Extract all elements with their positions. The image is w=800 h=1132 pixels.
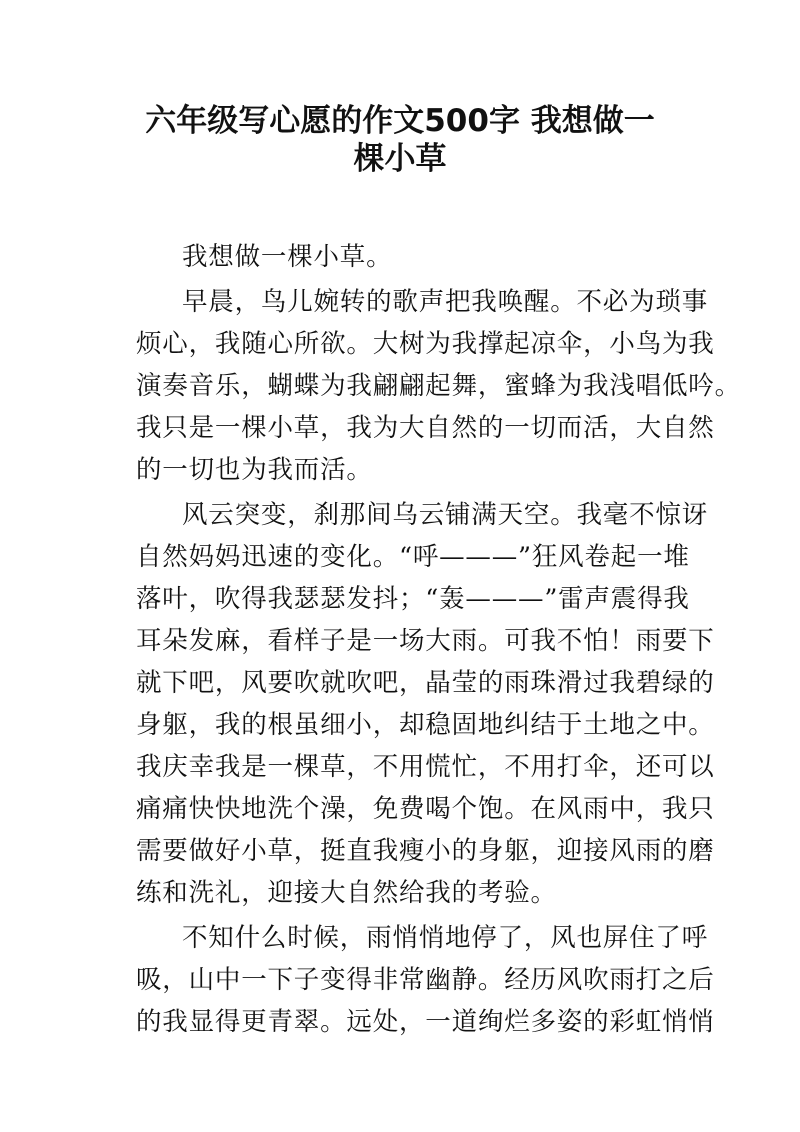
text-line: 不知什么时候，雨悄悄地停了，风也屏住了呼 [182,923,709,953]
text-line: 落叶，吹得我瑟瑟发抖；“轰———”雷声震得我 [136,584,690,614]
text-line: 自然妈妈迅速的变化。“呼———”狂风卷起一堆 [136,542,690,572]
paragraph [136,917,715,1043]
text-line: 风云突变，刹那间乌云铺满天空。我毫不惊讶 [182,500,709,530]
document-body [136,236,741,1046]
text-line: 我庆幸我是一棵草，不用慌忙，不用打伞，还可以 [136,752,715,782]
text-line: 耳朵发麻，看样子是一场大雨。可我不怕！雨要下 [136,626,715,656]
document-title [0,102,800,178]
text-line: 演奏音乐，蝴蝶为我翩翩起舞，蜜蜂为我浅唱低吟。 [136,371,741,401]
text-line: 早晨，鸟儿婉转的歌声把我唤醒。不必为琐事 [182,287,709,317]
text-line: 烦心，我随心所欲。大树为我撑起凉伞，小鸟为我 [136,329,715,359]
paragraph [136,281,741,491]
paragraph [136,494,715,914]
text-line: 需要做好小草，挺直我瘦小的身躯，迎接风雨的磨 [136,836,715,866]
text-line: 我只是一棵小草，我为大自然的一切而活，大自然 [136,413,715,443]
text-line: 的一切也为我而活。 [136,455,373,485]
title-line: 六年级写心愿的作文500字 我想做一 [145,103,655,139]
text-line: 身躯，我的根虽细小，却稳固地纠结于土地之中。 [136,710,715,740]
text-line: 痛痛快快地洗个澡，免费喝个饱。在风雨中，我只 [136,794,715,824]
text-line: 的我显得更青翠。远处，一道绚烂多姿的彩虹悄悄 [136,1007,715,1037]
text-line: 吸，山中一下子变得非常幽静。经历风吹雨打之后 [136,965,715,995]
text-line: 练和洗礼，迎接大自然给我的考验。 [136,878,557,908]
text-line: 就下吧，风要吹就吹吧，晶莹的雨珠滑过我碧绿的 [136,668,715,698]
text-line: 我想做一棵小草。 [182,242,393,272]
paragraph [136,236,676,278]
title-line: 棵小草 [353,141,447,177]
